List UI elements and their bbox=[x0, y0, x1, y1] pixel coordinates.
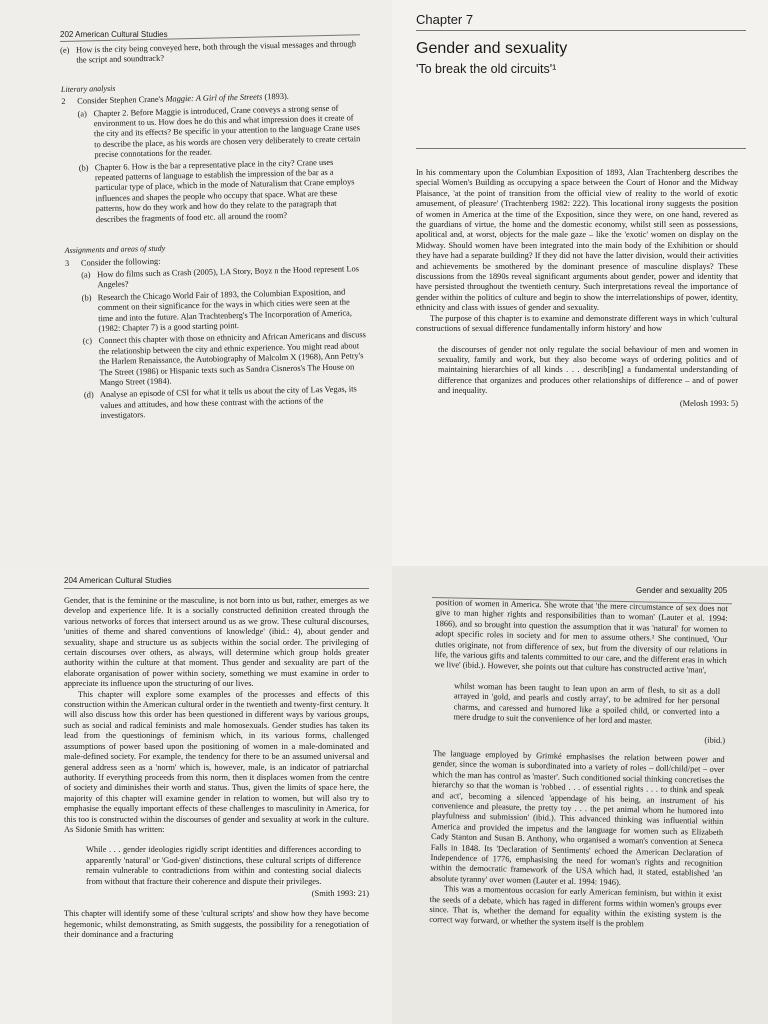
paragraph: The purpose of this chapter is to examine and demonstrate different ways in which 'cultural constructions of sexual difference fundamentally inform history' and how bbox=[416, 313, 738, 334]
chapter-body bbox=[416, 168, 738, 409]
intro-text: Consider Stephen Crane's bbox=[77, 94, 166, 106]
item-label: (e) bbox=[60, 45, 70, 55]
paragraph: position of women in America. She wrote that 'the mere circumstance of sex does not give to man higher rights and responsibilities than to woman' (Lauter et al. 1994: 1866), and so brought into question the assumption that it was 'natural' for women to adopt specific roles in society and for men to assume others.² She continued, 'Our duties originate, not from difference of sex, but from the diversity of our relations in life, the various gifts and talents committed to our care, and the different eras in which we live' (ibid.). However, she points out that culture has constructed active 'man', bbox=[434, 598, 728, 676]
item-label: (a) bbox=[81, 270, 91, 280]
chapter-label: Chapter 7 bbox=[416, 12, 474, 27]
block-quote: whilst woman has been taught to lean upon an arm of flesh, to sit as a doll arrayed in 'gold, and pearls and costly array', to be admired for her personal charms, and caressed and humored like a spoiled child, or converted into a mere drudge to suit the convenience of her lord and master. bbox=[453, 681, 721, 726]
item-label: (b) bbox=[78, 163, 89, 173]
running-head: 204 American Cultural Studies bbox=[64, 576, 172, 585]
item-number: 3 bbox=[64, 258, 70, 268]
paragraph: This chapter will identify some of these 'cultural scripts' and show how they have become hegemonic, whilst demonstrating, as Smith suggests, the possibility for a renegotiation of their dominance and a fracturing bbox=[64, 909, 369, 940]
quote-citation: (ibid.) bbox=[704, 736, 726, 746]
page-202 bbox=[0, 0, 392, 566]
chapter-rule bbox=[416, 30, 746, 31]
book-year: (1893). bbox=[262, 92, 289, 102]
page-205 bbox=[392, 566, 768, 1024]
item-number: 2 bbox=[61, 97, 66, 107]
running-head: Gender and sexuality 205 bbox=[636, 586, 728, 595]
paragraph: Gender, that is the feminine or the masculine, is not born into us but, rather, emerges as we develop and experience life. It is a socially constructed definition created through the various networks of forces that intersect around us as we grow. These cultural discourses, 'unities of theme and shared conventions of knowledge' (ibid.: 4), about gender and sexuality, shape and structure us as subjects within the social order. The privileging of certain discourses over others, as always, will determine which group holds greater authority within the culture at that moment. Thus gender and sexuality are part of the elaborate organisation of power within society, something we must examine in order to appreciate its influence upon the structuring of our lives. bbox=[64, 596, 369, 689]
chapter-7-opening-page bbox=[392, 0, 768, 566]
chapter-title: Gender and sexuality bbox=[416, 40, 568, 57]
quote-citation: (Melosh 1993: 5) bbox=[679, 398, 738, 408]
page-202-body bbox=[60, 39, 369, 424]
page-204-body bbox=[64, 596, 369, 941]
chapter-title-rule bbox=[416, 148, 746, 149]
paragraph: This was a momentous occasion for early American feminism, but within it exist the seeds of a debate, which has raged in different forms within women's groups ever since. That is, whether the demand for equality within the existing system is the correct way forward, or whether the system itself is the problem bbox=[429, 884, 722, 929]
book-title: Maggie: A Girl of the Streets bbox=[165, 92, 263, 104]
item-text: Chapter 6. How is the bar a representative place in the city? Crane uses repeated patterns of language to establish the impression of the bar as a particular type of place, which in the mode of Naturalism that Crane employs influences and shapes the people who occupy that space. What are these patterns, how do they work and how do they relate to the paragraph that describes the fragments of food etc. all around the room? bbox=[94, 157, 355, 224]
paragraph: In his commentary upon the Columbian Exposition of 1893, Alan Trachtenberg describes the special Women's Building as occupying a space between the Court of Honor and the Midway Plaisance, 'at the point of transition from the official view of reality to the world of exotic amusement, of pleasure' (Trachtenberg 1982: 222). This locational irony suggests the position of women in America at the time of the Exposition, since they were, on one hand, revered as the guardians of virtue, the home and the domestic economy, whilst still seen as possessions, apolitical and, at worst, objects for the male gaze – like the 'exotic' women on display on the Midway. Should women have been integrated into the main body of the Exhibition or should they have had a separate building? If they did not have the latter division, would their activities and achievements be smothered by the dominant presence of masculine displays? These discussions from the 1890s reveal significant arguments about gender, power and identity that have persisted throughout the twentieth century. Such interpretations reveal the importance of gender within the politics of culture and begin to show the interrelationships of power, identity, ethnicity and class with issues of gender and sexuality. bbox=[416, 168, 738, 313]
question-item bbox=[79, 157, 364, 226]
page-205-body bbox=[429, 598, 728, 932]
item-text: How do films such as Crash (2005), LA Story, Boyz n the Hood represent Los Angeles? bbox=[97, 264, 360, 290]
quote-citation: (Smith 1993: 21) bbox=[311, 888, 369, 898]
item-text: Chapter 2. Before Maggie is introduced, Crane conveys a strong sense of environment to us. How does he do this and what impression does it create of the city and its effects? Be specific in your attention to the language Crane uses to describe the place, as his words are chosen very deliberately to create certain precise connotations for the reader. bbox=[93, 103, 361, 160]
item-label: (a) bbox=[77, 109, 87, 119]
section-heading: Assignments and areas of study bbox=[64, 243, 166, 256]
chapter-subtitle: 'To break the old circuits'¹ bbox=[416, 62, 557, 76]
question-item bbox=[60, 39, 360, 67]
block-quote: the discourses of gender not only regulate the social behaviour of men and women in sexuality, family and work, but they also become ways of ordering politics and of maintaining hierarchies of all kinds . . . describ[ing] a fundamental understanding of difference that organizes and produces other relationships of difference – and of power and inequality. bbox=[438, 344, 738, 396]
item-label: (b) bbox=[81, 293, 92, 303]
paragraph: This chapter will explore some examples of the processes and effects of this construction within the American cultural order in the twentieth and twenty-first century. It will also discuss how this order has been questioned in different ways by various groups, such as social and radical feminists and male homosexuals. Gender studies has taken its lead from the questionings of feminism which, in its various forms, challenged assumptions of power based upon the positioning of women in a male-dominated and male-defined society. For example, the tendency for there to be an assumed universal and general address seen as a 'norm' which is, however, male, is an indicator of patriarchal authority. If everything proceeds from this norm, then it displaces women from the centre of society and diminishes their worth and status. Thus, given the limits of space here, the majority of this chapter will examine gender in relation to women, but will also try to emphasise the equally important effects of these challenges to masculinity in America, for this too is constructed within the discourses of gender and sexuality at work in the culture. As Sidonie Smith has written: bbox=[64, 689, 369, 834]
header-rule bbox=[64, 588, 369, 589]
block-quote: While . . . gender ideologies rigidly script identities and differences according to apparently 'natural' or 'God-given' distinctions, these cultural scripts of difference remain vulnerable to contradictions from within and contesting social dialects from without that fracture their coherence and dispute their privileges. bbox=[86, 845, 361, 886]
running-head: 202 American Cultural Studies bbox=[60, 30, 168, 39]
question-item bbox=[83, 330, 368, 388]
question-item bbox=[84, 384, 369, 422]
page-204 bbox=[0, 566, 392, 1024]
item-label: (c) bbox=[82, 336, 93, 346]
item-text: How is the city being conveyed here, both through the visual messages and through the script and soundtrack? bbox=[75, 39, 357, 66]
item-intro: Consider the following: bbox=[80, 256, 161, 268]
question-item bbox=[82, 287, 367, 335]
paragraph: The language employed by Grimké emphasises the relation between power and gender, since the woman is subordinated into a variety of roles – doll/child/pet – over which the man has control as 'master'. Such conditioned social thinking concretises the hierarchy so that the woman is 'robbed . . . of essential rights . . . to think and speak and act', becoming a silenced 'appendage of his being, an instrument of his convenience and pleasure, the pretty toy . . . the pet animal whom he humored into playfulness and submission' (ibid.). This advanced thinking was influential within America and provided the impetus and the language for women such as Elizabeth Cady Stanton and Susan B. Anthony, who organised a woman's convention at Seneca Falls in 1848. Its 'Declaration of Sentiments' echoed the American Declaration of Independence of 1776, emphasising the need for woman's rights and recognition within the democratic framework of the USA which had, it stated, established 'an absolute tyranny' over women (Lauter et al. 1994: 1946). bbox=[430, 748, 725, 887]
item-text: Research the Chicago World Fair of 1893, the Columbian Exposition, and comment on their significance for the ways in which cities were seen at the time and into the future. Alan Trachtenberg's The Incorporation of America, (1982: Chapter 7) is a good starting point. bbox=[97, 287, 353, 334]
section-heading: Literary analysis bbox=[60, 83, 116, 94]
item-label: (d) bbox=[83, 390, 94, 400]
question-item bbox=[77, 103, 362, 161]
item-text: Connect this chapter with those on ethnicity and African Americans and discuss the relationship between the city and ethnic experience. You might read about the Harlem Renaissance, the Autobiography of Malcolm X (1968), Ann Petry's The Street (1986) or Hispanic texts such as Sandra Cisneros's The House on Mango Street (1984). bbox=[98, 330, 366, 388]
item-text: Analyse an episode of CSI for what it tells us about the city of Las Vegas, its values and attitudes, and how these contrast with the actions of the investigators. bbox=[99, 384, 357, 421]
